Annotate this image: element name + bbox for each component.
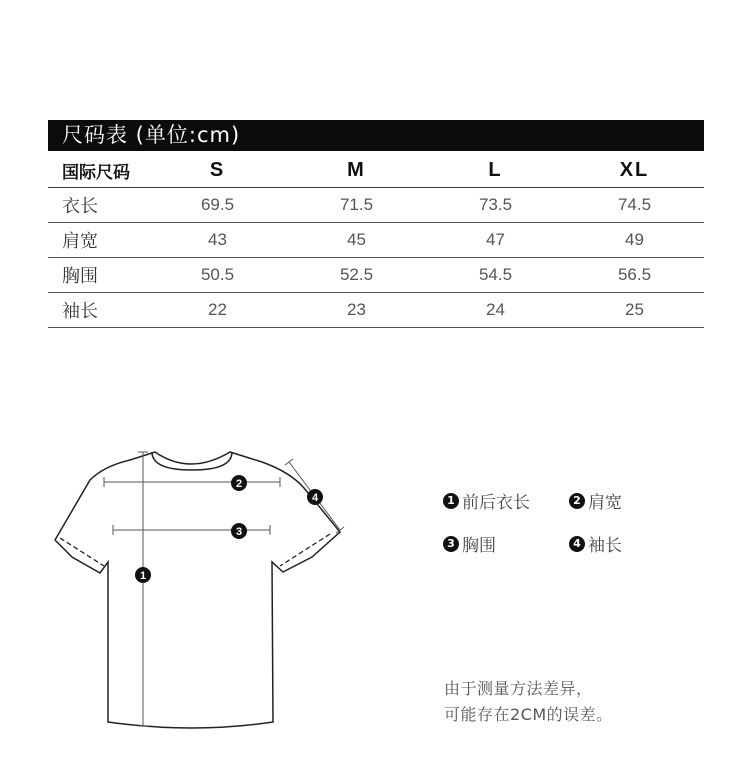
table-cell: 25 — [565, 293, 704, 328]
table-cell: 50.5 — [148, 258, 287, 293]
sleeve-cap-top — [285, 459, 293, 465]
legend-1-badge: 1 — [443, 493, 459, 509]
table-cell: 54.5 — [426, 258, 565, 293]
header-size-xl: XL — [565, 153, 704, 188]
legend-item-shoulder — [569, 488, 622, 513]
legend-2-text: 肩宽 — [588, 493, 622, 513]
table-cell: 45 — [287, 223, 426, 258]
table-cell: 73.5 — [426, 188, 565, 223]
table-cell: 69.5 — [148, 188, 287, 223]
tshirt-collar — [152, 452, 232, 470]
marker-3-label: 3 — [235, 526, 243, 538]
marker-4-label: 4 — [311, 492, 319, 504]
marker-1-label: 1 — [139, 570, 147, 582]
legend-2-badge: 2 — [569, 493, 585, 509]
legend-item-chest — [443, 531, 496, 556]
legend-4-text: 袖长 — [588, 536, 622, 556]
table-cell: 49 — [565, 223, 704, 258]
legend-3-text: 胸围 — [462, 536, 496, 556]
row-label: 胸围 — [48, 258, 148, 293]
row-label: 肩宽 — [48, 223, 148, 258]
table-cell: 56.5 — [565, 258, 704, 293]
marker-2-label: 2 — [235, 478, 243, 490]
legend-3-badge: 3 — [443, 536, 459, 552]
legend-1-text: 前后衣长 — [462, 493, 530, 513]
tshirt-outline — [55, 452, 340, 728]
legend-4-badge: 4 — [569, 536, 585, 552]
table-cell: 43 — [148, 223, 287, 258]
tshirt-body-outline — [55, 452, 340, 728]
table-cell: 22 — [148, 293, 287, 328]
table-cell: 23 — [287, 293, 426, 328]
table-cell: 24 — [426, 293, 565, 328]
diagram-markers — [135, 475, 323, 583]
table-cell: 71.5 — [287, 188, 426, 223]
legend-item-length — [443, 488, 530, 513]
size-chart-title: 尺码表 (单位:cm) — [48, 120, 704, 151]
table-cell: 74.5 — [565, 188, 704, 223]
legend-item-sleeve — [569, 531, 622, 556]
header-intl-size: 国际尺码 — [48, 153, 148, 188]
header-size-m: M — [287, 153, 426, 188]
header-size-l: L — [426, 153, 565, 188]
row-label: 衣长 — [48, 188, 148, 223]
table-cell: 47 — [426, 223, 565, 258]
table-cell: 52.5 — [287, 258, 426, 293]
measurement-note-line2: 可能存在2CM的误差。 — [444, 705, 613, 724]
header-size-s: S — [148, 153, 287, 188]
measurement-note-line1: 由于测量方法差异， — [444, 679, 593, 698]
row-label: 袖长 — [48, 293, 148, 328]
